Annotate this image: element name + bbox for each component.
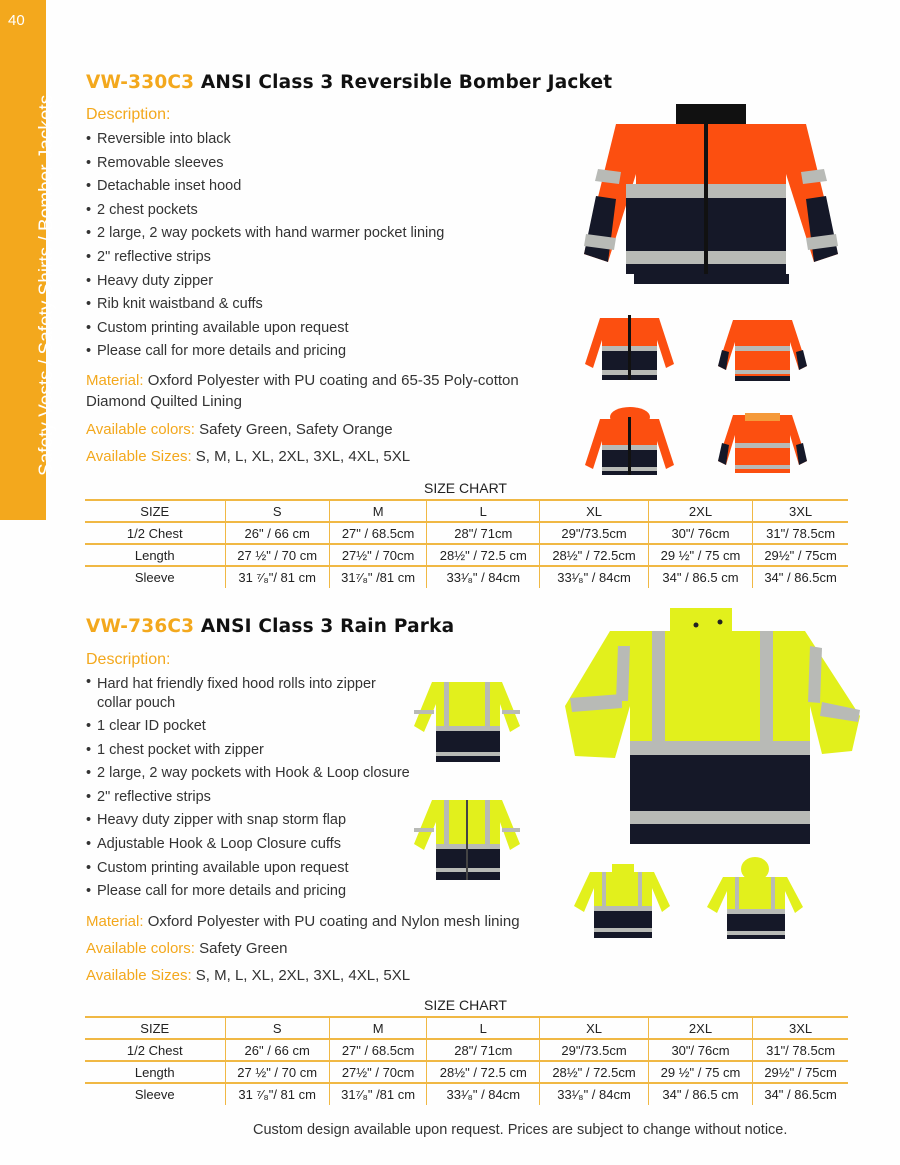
feature-item: • Heavy duty zipper: [86, 270, 444, 294]
orange-bomber-front-image: [582, 312, 677, 384]
feature-item: • Please call for more details and pricing: [86, 340, 444, 364]
table-cell: 33¹⁄₈" / 84cm: [427, 1083, 540, 1105]
table-cell: 34" / 86.5 cm: [648, 1083, 752, 1105]
row-label: 1/2 Chest: [85, 522, 225, 544]
footer-disclaimer: Custom design available upon request. Prices are subject to change without notice.: [253, 1122, 788, 1138]
product-name: ANSI Class 3 Reversible Bomber Jacket: [200, 72, 613, 93]
table-cell: 28½" / 72.5cm: [540, 1061, 649, 1083]
table-cell: 29 ½" / 75 cm: [648, 544, 752, 566]
size-chart-row: [85, 522, 848, 544]
colors-label: Available colors:: [86, 421, 195, 438]
table-cell: 30"/ 76cm: [648, 1039, 752, 1061]
table-cell: 26" / 66 cm: [225, 522, 329, 544]
row-label: 1/2 Chest: [85, 1039, 225, 1061]
sizes-value: S, M, L, XL, 2XL, 3XL, 4XL, 5XL: [195, 448, 411, 465]
green-parka-back-image: [412, 674, 522, 766]
product-name: ANSI Class 3 Rain Parka: [200, 616, 455, 637]
table-cell: 29"/73.5cm: [540, 522, 649, 544]
table-cell: 33¹⁄₈" / 84cm: [540, 566, 649, 588]
feature-list: [86, 128, 444, 364]
description-heading: Description:: [86, 106, 171, 123]
row-label: Length: [85, 544, 225, 566]
green-parka-hood-small-image: [705, 855, 805, 941]
header-cell: L: [427, 1017, 540, 1039]
header-cell: XL: [540, 1017, 649, 1039]
material-info: [86, 370, 556, 412]
size-chart-table: [85, 1016, 848, 1105]
orange-bomber-hood-back-image: [715, 405, 810, 477]
feature-item: • 2 large, 2 way pockets with Hook & Loop closure: [86, 762, 386, 786]
size-chart-row: [85, 1061, 848, 1083]
header-cell: 3XL: [753, 500, 848, 522]
feature-item: • Custom printing available upon request: [86, 317, 444, 341]
green-parka-front-image: [412, 792, 522, 884]
section-sidebar: [0, 0, 57, 520]
header-cell: M: [329, 1017, 427, 1039]
table-cell: 27" / 68.5cm: [329, 1039, 427, 1061]
size-chart-header-row: [85, 500, 848, 522]
material-info: [86, 911, 520, 932]
row-label: Length: [85, 1061, 225, 1083]
table-cell: 29"/73.5cm: [540, 1039, 649, 1061]
material-value: Oxford Polyester with PU coating and Nylon mesh lining: [147, 913, 520, 930]
orange-bomber-hood-front-image: [582, 405, 677, 477]
header-cell: 2XL: [648, 1017, 752, 1039]
feature-item: • Custom printing available upon request: [86, 857, 386, 881]
table-cell: 31 ⁷⁄₈"/ 81 cm: [225, 566, 329, 588]
description-heading: Description:: [86, 651, 171, 668]
feature-item: • 2" reflective strips: [86, 786, 386, 810]
colors-value: Safety Green, Safety Orange: [199, 421, 393, 438]
green-parka-back-large-image: [560, 606, 865, 846]
feature-item: • 2 large, 2 way pockets with hand warmer pocket lining: [86, 222, 444, 246]
sizes-label: Available Sizes:: [86, 448, 192, 465]
table-cell: 30"/ 76cm: [648, 522, 752, 544]
header-cell: L: [427, 500, 540, 522]
header-cell: S: [225, 500, 329, 522]
table-cell: 34" / 86.5cm: [753, 1083, 848, 1105]
orange-bomber-front-large-image: [576, 84, 846, 284]
feature-item: • 1 chest pocket with zipper: [86, 739, 386, 763]
table-cell: 31"/ 78.5cm: [753, 1039, 848, 1061]
sizes-value: S, M, L, XL, 2XL, 3XL, 4XL, 5XL: [195, 967, 411, 984]
feature-item: • 2 chest pockets: [86, 199, 444, 223]
table-cell: 34" / 86.5cm: [753, 566, 848, 588]
sizes-label: Available Sizes:: [86, 967, 192, 984]
table-cell: 34" / 86.5 cm: [648, 566, 752, 588]
feature-item: • 1 clear ID pocket: [86, 715, 386, 739]
material-value: Oxford Polyester with PU coating and 65-35 Poly-cotton Diamond Quilted Lining: [86, 372, 519, 410]
table-cell: 31⁷⁄₈" /81 cm: [329, 566, 427, 588]
table-cell: 33¹⁄₈" / 84cm: [540, 1083, 649, 1105]
table-cell: 29 ½" / 75 cm: [648, 1061, 752, 1083]
feature-item: • Rib knit waistband & cuffs: [86, 293, 444, 317]
size-chart-table: [85, 499, 848, 588]
header-cell: S: [225, 1017, 329, 1039]
table-cell: 28½" / 72.5cm: [540, 544, 649, 566]
table-cell: 27½" / 70cm: [329, 1061, 427, 1083]
table-cell: 27 ½" / 70 cm: [225, 1061, 329, 1083]
feature-item: • Reversible into black: [86, 128, 444, 152]
size-chart-title: SIZE CHART: [424, 480, 507, 496]
row-label: Sleeve: [85, 566, 225, 588]
size-chart-header-row: [85, 1017, 848, 1039]
table-cell: 29½" / 75cm: [753, 1061, 848, 1083]
green-parka-front-small-image: [572, 862, 672, 940]
material-label: Material:: [86, 372, 144, 389]
table-cell: 28½" / 72.5 cm: [427, 544, 540, 566]
table-cell: 28"/ 71cm: [427, 1039, 540, 1061]
size-chart-row: [85, 566, 848, 588]
size-chart-row: [85, 1083, 848, 1105]
row-label: Sleeve: [85, 1083, 225, 1105]
page-number: 40: [8, 12, 25, 29]
sizes-info: [86, 965, 410, 986]
table-cell: 27 ½" / 70 cm: [225, 544, 329, 566]
product-title: [86, 616, 454, 637]
header-cell: XL: [540, 500, 649, 522]
colors-info: [86, 938, 288, 959]
table-cell: 31"/ 78.5cm: [753, 522, 848, 544]
table-cell: 33¹⁄₈" / 84cm: [427, 566, 540, 588]
feature-item: • Removable sleeves: [86, 152, 444, 176]
material-label: Material:: [86, 913, 144, 930]
product-title: [86, 72, 612, 93]
product-code: VW-736C3: [86, 616, 195, 637]
feature-item: • Hard hat friendly fixed hood rolls into zipper collar pouch: [86, 673, 386, 715]
header-cell: SIZE: [85, 500, 225, 522]
table-cell: 29½" / 75cm: [753, 544, 848, 566]
header-cell: SIZE: [85, 1017, 225, 1039]
size-chart-row: [85, 1039, 848, 1061]
feature-item: • Please call for more details and pricing: [86, 880, 386, 904]
colors-value: Safety Green: [199, 940, 288, 957]
table-cell: 31⁷⁄₈" /81 cm: [329, 1083, 427, 1105]
table-cell: 27½" / 70cm: [329, 544, 427, 566]
header-cell: 3XL: [753, 1017, 848, 1039]
size-chart-title: SIZE CHART: [424, 997, 507, 1013]
feature-item: • Adjustable Hook & Loop Closure cuffs: [86, 833, 386, 857]
table-cell: 26" / 66 cm: [225, 1039, 329, 1061]
header-cell: M: [329, 500, 427, 522]
feature-list: [86, 673, 410, 904]
feature-item: • Detachable inset hood: [86, 175, 444, 199]
feature-item: • 2" reflective strips: [86, 246, 444, 270]
section-title: Safety Vests / Safety Shirts / Bomber Jackets: [36, 94, 57, 476]
size-chart-row: [85, 544, 848, 566]
feature-item: • Heavy duty zipper with snap storm flap: [86, 809, 386, 833]
colors-info: [86, 419, 393, 440]
table-cell: 31 ⁷⁄₈"/ 81 cm: [225, 1083, 329, 1105]
table-cell: 28½" / 72.5 cm: [427, 1061, 540, 1083]
table-cell: 28"/ 71cm: [427, 522, 540, 544]
table-cell: 27" / 68.5cm: [329, 522, 427, 544]
colors-label: Available colors:: [86, 940, 195, 957]
header-cell: 2XL: [648, 500, 752, 522]
orange-bomber-back-image: [715, 314, 810, 384]
sizes-info: [86, 446, 410, 467]
product-code: VW-330C3: [86, 72, 195, 93]
